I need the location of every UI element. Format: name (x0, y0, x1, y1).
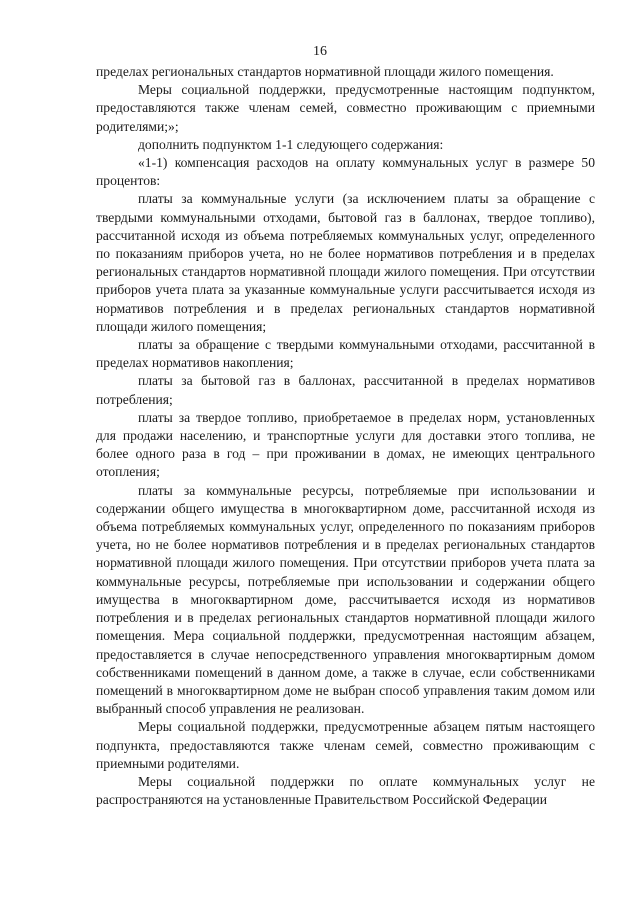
paragraph: платы за обращение с твердыми коммунальными отходами, рассчитанной в пределах нормативов накопления; (96, 337, 595, 371)
paragraph: Меры социальной поддержки, предусмотренные настоящим подпунктом, предоставляются также членам семей, совместно проживающим с приемными родителями;»; (96, 82, 595, 134)
paragraph: платы за коммунальные ресурсы, потребляемые при использовании и содержании общего имущества в многоквартирном доме, рассчитанной исходя из объема потребляемых коммунальных услуг, определенного по показаниям приборов учета, но не более нормативов потребления и в пределах региональных стандартов нормативной площади жилого помещения. При отсутствии приборов учета плата за коммунальные ресурсы, потребляемые при использовании и содержании общего имущества в многоквартирном доме, рассчитывается исходя из нормативов потребления и в пределах региональных стандартов нормативной площади жилого помещения. Мера социальной поддержки, предусмотренная настоящим абзацем, предоставляется в случае непосредственного управления многоквартирным домом собственниками помещений в данном доме, а также в случае, если собственниками помещений в многоквартирном доме не выбран способ управления таким домом или выбранный способ управления не реализован. (96, 482, 595, 717)
paragraph: Меры социальной поддержки, предусмотренные абзацем пятым настоящего подпункта, предоставляются также членам семей, совместно проживающим с приемными родителями. (96, 719, 595, 771)
paragraph: Меры социальной поддержки по оплате коммунальных услуг не распространяются на установленные Правительством Российской Федерации (96, 773, 595, 808)
page-number: 16 (313, 44, 327, 59)
paragraph: платы за коммунальные услуги (за исключением платы за обращение с твердыми коммунальными отходами, бытовой газ в баллонах, твердое топливо), рассчитанной исходя из объема потребляемых коммунальных услуг, определенного по показаниям приборов учета, но не более нормативов потребления и в пределах региональных стандартов нормативной площади жилого помещения. При отсутствии приборов учета плата за указанные коммунальные услуги рассчитывается исходя из нормативов потребления и в пределах региональных стандартов нормативной площади жилого помещения; (96, 191, 595, 334)
paragraph: платы за бытовой газ в баллонах, рассчитанной в пределах нормативов потребления; (96, 373, 595, 407)
paragraph: платы за твердое топливо, приобретаемое в пределах норм, установленных для продажи населению, и транспортные услуги для доставки этого топлива, не более одного раза в год – при проживании в домах, не имеющих центрального отопления; (96, 409, 595, 480)
paragraph: дополнить подпунктом 1-1 следующего содержания: (138, 136, 444, 152)
paragraph: пределах региональных стандартов нормативной площади жилого помещения. (96, 64, 554, 79)
document-body (96, 63, 595, 809)
paragraph: «1-1) компенсация расходов на оплату коммунальных услуг в размере 50 процентов: (96, 155, 595, 189)
